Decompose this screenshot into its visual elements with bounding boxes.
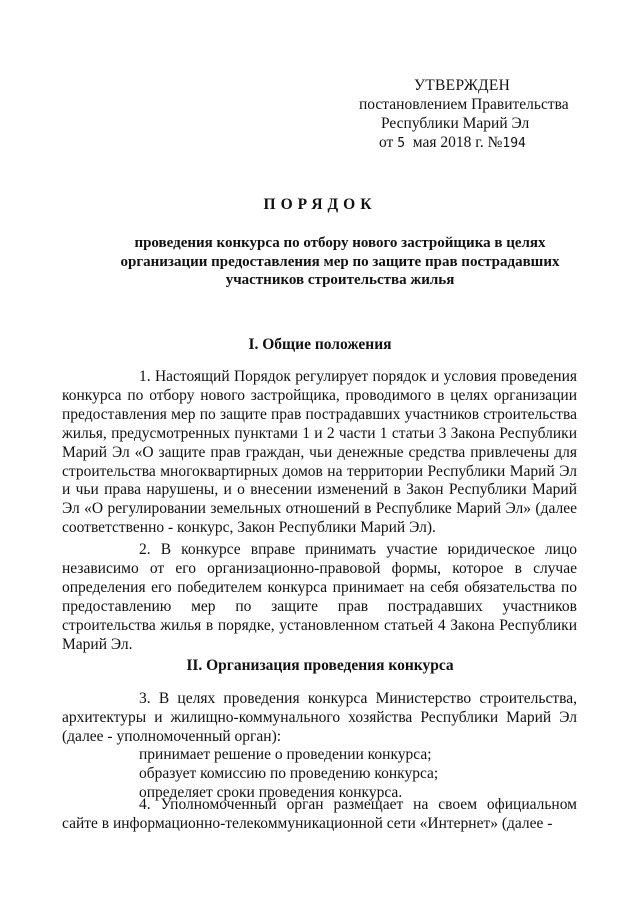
- approval-day: 5: [397, 136, 406, 151]
- list-item: образует комиссию по проведению конкурса;: [139, 765, 439, 782]
- section-heading-organization: II. Организация проведения конкурса: [186, 657, 454, 674]
- document-title: ПОРЯДОК: [263, 196, 377, 213]
- approval-date-line: [359, 133, 599, 153]
- paragraph-1: 1. Настоящий Порядок регулирует порядок и условия проведения конкурса по отбору нового застройщика, проводимого в целях организации предоставления мер по защите прав пострадавших участников строительства жилья, предусмотренных пунктами 1 и 2 части 1 статьи 3 Закона Республики Марий Эл «О защите прав граждан, чьи денежные средства привлечены для строительства многоквартирных домов на территории Республики Марий Эл и чьи права нарушены, и о внесении изменений в Закон Республики Марий Эл «О регулировании земельных отношений в Республике Марий Эл» (далее соответственно - конкурс, Закон Республики Марий Эл).: [62, 368, 577, 537]
- list-item: принимает решение о проведении конкурса;: [139, 746, 432, 763]
- paragraph-2: 2. В конкурсе вправе принимать участие юридическое лицо независимо от его организационно-правовой формы, которое в случае определения его победителем конкурса принимает на себя обязательства по предоставлению мер по защите прав пострадавших участников строительства жилья в порядке, установленном статьей 4 Закона Республики Марий Эл.: [62, 541, 577, 653]
- document-subtitle: проведения конкурса по отбору нового застройщика в целях организации предоставления мер по защите прав пострадавших участников строительства жилья: [120, 235, 560, 288]
- list-item: определяет сроки проведения конкурса.: [139, 784, 403, 801]
- approval-line-republic: Республики Марий Эл: [381, 115, 530, 132]
- approval-stamp: [359, 76, 599, 153]
- approval-date-rest: мая 2018 г. №: [412, 134, 503, 151]
- approval-line-resolution: постановлением Правительства: [359, 96, 569, 113]
- paragraph-3: 3. В целях проведения конкурса Министерство строительства, архитектуры и жилищно-коммунального хозяйства Республики Марий Эл (далее - уполномоченный орган):: [62, 690, 577, 745]
- section-heading-general: I. Общие положения: [248, 336, 392, 353]
- approval-date-prefix: от: [379, 134, 394, 151]
- paragraph-4: 4. Уполномоченный орган размещает на своем официальном сайте в информационно-телекоммуникационной сети «Интернет» (далее -: [62, 796, 577, 832]
- approval-number: 194: [502, 136, 526, 151]
- approval-heading: УТВЕРЖДЕН: [414, 77, 511, 94]
